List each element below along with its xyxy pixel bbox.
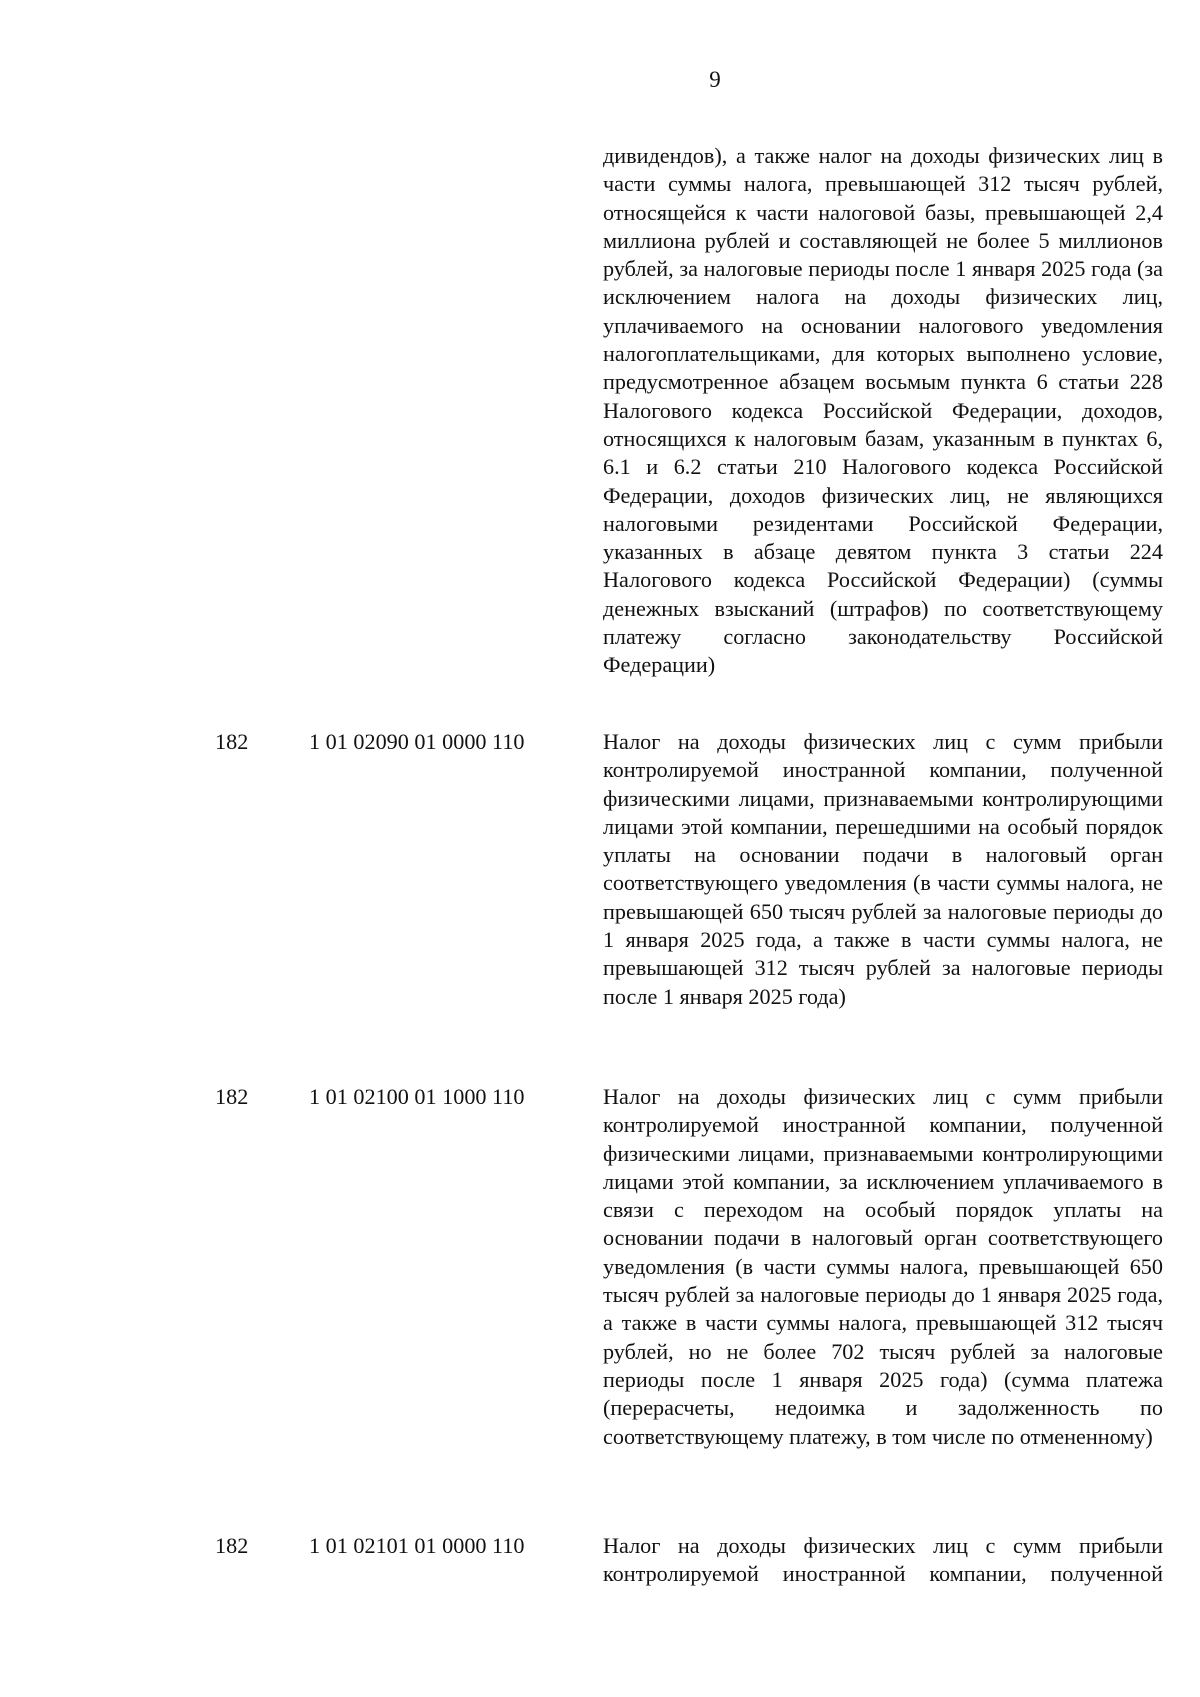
row-1-admin-code: 182 (215, 729, 249, 754)
row-3-kbk-code: 1 01 02101 01 0000 110 (309, 1533, 525, 1558)
page-number: 9 (709, 67, 721, 92)
row-2-admin-code: 182 (215, 1084, 249, 1109)
row-1-description: Налог на доходы физических лиц с сумм прибыли контролируемой иностранной компании, полученной физическими лицами, признаваемыми контролирующими лицами этой компании, перешедшими на особый порядок уплаты на основании подачи в налоговый орган соответствующего уведомления (в части суммы налога, не превышающей 650 тысяч рублей за налоговые периоды до 1 января 2025 года, а также в части суммы налога, не превышающей 312 тысяч рублей за налоговые периоды после 1 января 2025 года) (603, 729, 1163, 1009)
row-3-description: Налог на доходы физических лиц с сумм прибыли контролируемой иностранной компании, полученной (603, 1533, 1163, 1587)
row-1-kbk-code: 1 01 02090 01 0000 110 (309, 729, 525, 754)
row-3-admin-code: 182 (215, 1533, 249, 1558)
continuation-text: дивидендов), а также налог на доходы физических лиц в части суммы налога, превышающей 312 тысяч рублей, относящейся к части налоговой базы, превышающей 2,4 миллиона рублей и составляющей не более 5 миллионов рублей, за налоговые периоды после 1 января 2025 года (за исключением налога на доходы физических лиц, уплачиваемого на основании налогового уведомления налогоплательщиками, для которых выполнено условие, предусмотренное абзацем восьмым пункта 6 статьи 228 Налогового кодекса Российской Федерации, доходов, относящихся к налоговым базам, указанным в пунктах 6, 6.1 и 6.2 статьи 210 Налогового кодекса Российской Федерации, доходов физических лиц, не являющихся налоговыми резидентами Российской Федерации, указанных в абзаце девятом пункта 3 статьи 224 Налогового кодекса Российской Федерации) (суммы денежных взысканий (штрафов) по соответствующему платежу согласно законодательству Российской Федерации) (603, 143, 1163, 678)
row-2-kbk-code: 1 01 02100 01 1000 110 (309, 1084, 525, 1109)
row-2-description: Налог на доходы физических лиц с сумм прибыли контролируемой иностранной компании, полученной физическими лицами, признаваемыми контролирующими лицами этой компании, за исключением уплачиваемого в связи с переходом на особый порядок уплаты на основании подачи в налоговый орган соответствующего уведомления (в части суммы налога, превышающей 650 тысяч рублей за налоговые периоды до 1 января 2025 года, а также в части суммы налога, превышающей 312 тысяч рублей, но не более 702 тысяч рублей за налоговые периоды после 1 января 2025 года) (сумма платежа (перерасчеты, недоимка и задолженность по соответствующему платежу, в том числе по отмененному) (603, 1084, 1163, 1449)
